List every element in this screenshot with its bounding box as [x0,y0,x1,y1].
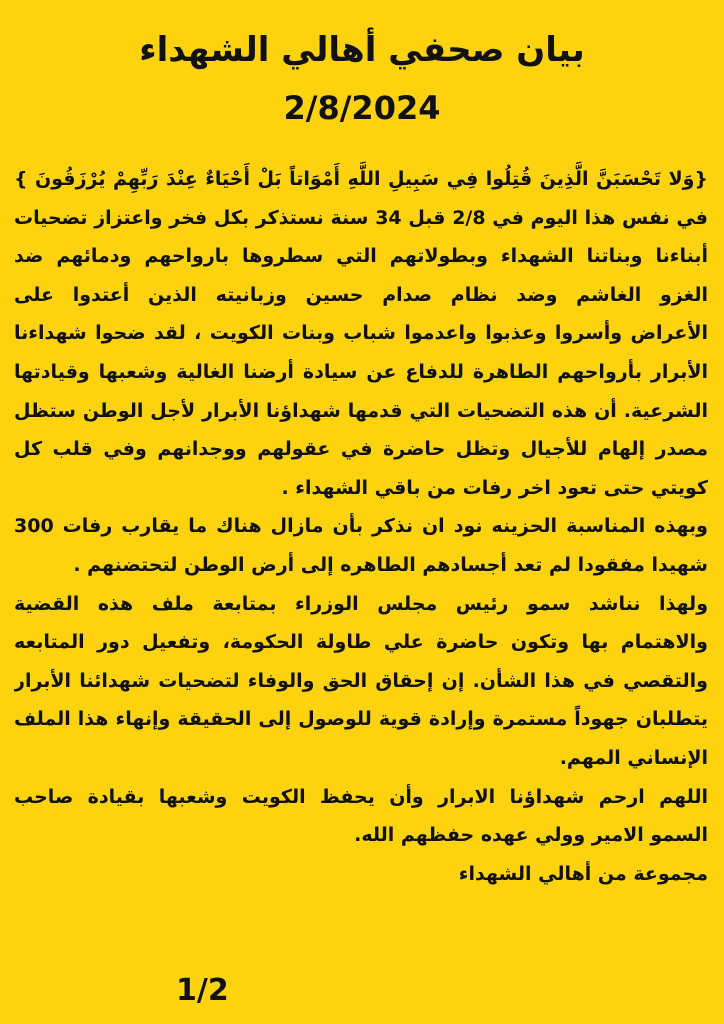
body-line: أبناءنا وبناتنا الشهداء وبطولاتهم التي سطروها بارواحهم ودمائهم ضد [14,245,708,268]
document-date: 2/8/2024 [283,89,441,127]
body-line: الأعراض وأسروا وعذبوا واعدموا شباب وبنات الكويت ، لقد ضحوا شهداءنا [14,322,708,345]
statement-body [14,160,708,893]
body-line: الإنساني المهم. [559,746,708,769]
body-line: الغزو الغاشم وضد نظام صدام حسين وزبانيته الذين أعتدوا على [14,283,708,306]
body-line: والتقصي في هذا الشأن. إن إحقاق الحق والوفاء لتضحيات شهدائنا الأبرار [14,669,708,692]
body-line: شهيدا مفقودا لم تعد أجسادهم الطاهره إلى أرض الوطن لتحتضنهم . [73,553,708,576]
page-number: 1/2 [176,973,229,1008]
body-line: ولهذا نناشد سمو رئيس مجلس الوزراء بمتابعة ملف هذه القضية [14,592,708,615]
body-line: الشرعية. أن هذه التضحيات التي قدمها شهداؤنا الأبرار لأجل الوطن ستظل [14,399,708,422]
body-line: مصدر إلهام للأجيال وتظل حاضرة في عقولهم ووجدانهم وفي قلب كل [14,438,708,461]
signature-line: مجموعة من أهالي الشهداء [458,862,708,885]
body-line: السمو الامير وولي عهده حفظهم الله. [354,824,708,847]
document-title: بيان صحفي أهالي الشهداء [139,30,585,70]
body-line: يتطلبان جهوداً مستمرة وإرادة قوية للوصول إلى الحقيقة وإنهاء هذا الملف [14,708,708,731]
body-line: في نفس هذا اليوم في 2/8 قبل 34 سنة نستذكر بكل فخر واعتزاز تضحيات [14,206,708,229]
body-line: كويتي حتى تعود اخر رفات من باقي الشهداء . [281,476,708,499]
body-line: اللهم ارحم شهداؤنا الابرار وأن يحفظ الكويت وشعبها بقيادة صاحب [14,785,708,808]
body-line: والاهتمام بها وتكون حاضرة علي طاولة الحكومة، وتفعيل دور المتابعه [14,631,708,654]
quran-verse-line: {وَلا تَحْسَبَنَّ الَّذِينَ قُتِلُوا فِي سَبِيلِ اللَّهِ أَمْوَاتاً بَلْ أَحْيَاءٌ عِنْدَ رَبِّهِمْ يُرْزَقُونَ } [14,168,708,190]
body-line: الأبرار بأرواحهم الطاهرة للدفاع عن سيادة أرضنا الغالية وشعبها وقيادتها [14,360,708,383]
body-line: وبهذه المناسبة الحزينه نود ان نذكر بأن مازال هناك ما يقارب رفات 300 [14,515,708,538]
